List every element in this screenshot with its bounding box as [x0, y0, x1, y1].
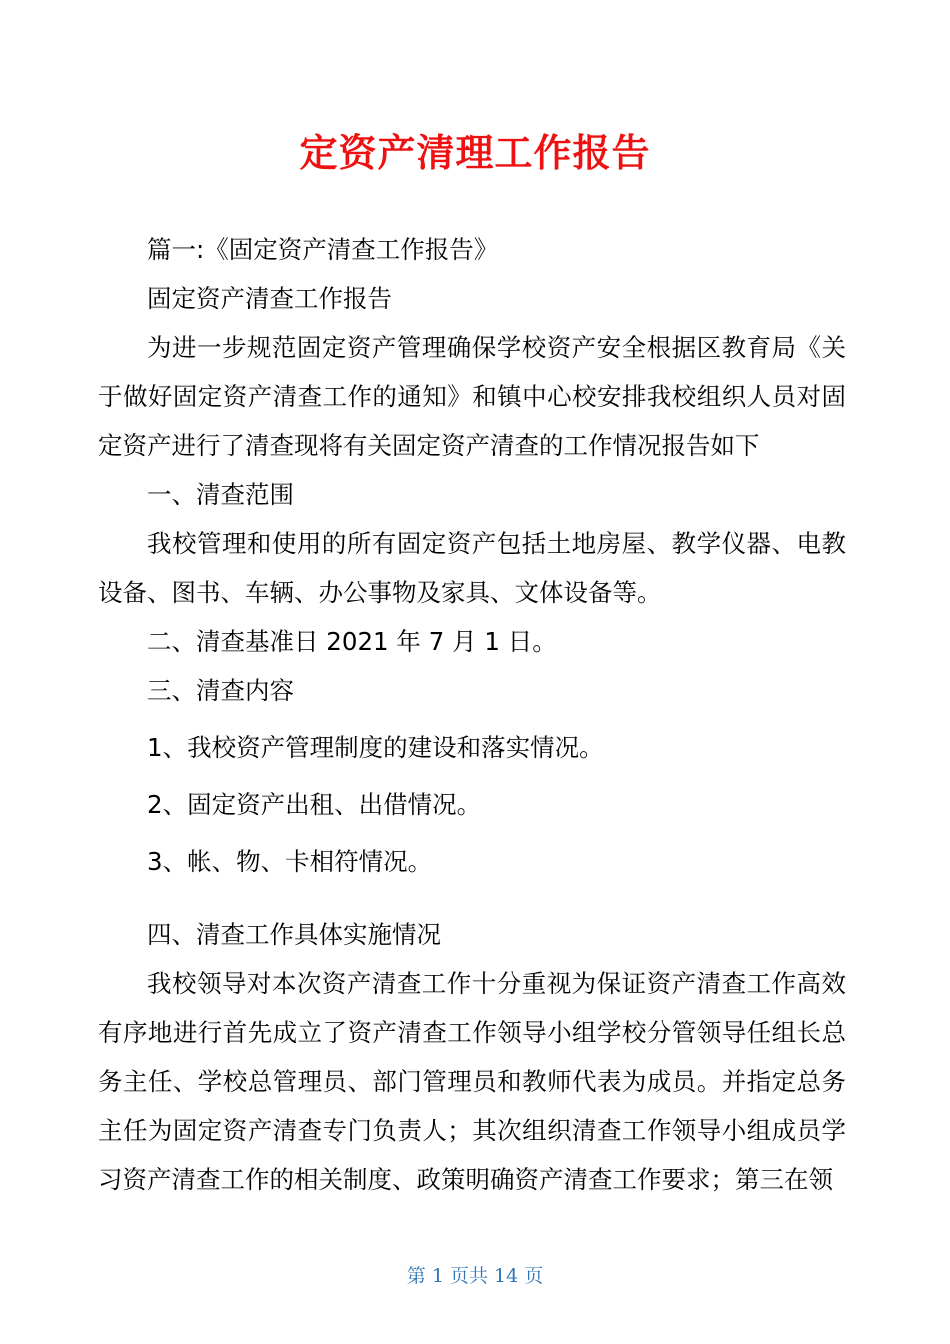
document-title: 定资产清理工作报告: [299, 131, 651, 176]
list-item-2: 2、固定资产出租、出借情况。: [147, 790, 482, 819]
section-heading-1: 一、清查范围: [147, 480, 294, 509]
section-heading-3: 三、清查内容: [147, 676, 294, 705]
section-heading-2: 二、清查基准日 2021 年 7 月 1 日。: [147, 627, 557, 656]
list-item-1: 1、我校资产管理制度的建设和落实情况。: [147, 733, 604, 762]
document-body: [98, 225, 846, 1204]
section-heading-4: 四、清查工作具体实施情况: [147, 920, 441, 949]
list-item-3: 3、帐、物、卡相符情况。: [147, 847, 433, 876]
page-number-footer: 第 1 页共 14 页: [406, 1265, 544, 1287]
paragraph-3: 为进一步规范固定资产管理确保学校资产安全根据区教育局《关于做好固定资产清查工作的通知》和镇中心校安排我校组织人员对固定资产进行了清查现将有关固定资产清查的工作情况报告如下: [98, 333, 846, 460]
paragraph-1: 篇一:《固定资产清查工作报告》: [147, 235, 499, 264]
paragraph-2: 固定资产清查工作报告: [147, 284, 392, 313]
paragraph-5: 我校管理和使用的所有固定资产包括土地房屋、教学仪器、电教设备、图书、车辆、办公事物及家具、文体设备等。: [98, 529, 846, 607]
paragraph-12: 我校领导对本次资产清查工作十分重视为保证资产清查工作高效有序地进行首先成立了资产清查工作领导小组学校分管领导任组长总务主任、学校总管理员、部门管理员和教师代表为成员。并指定总务主任为固定资产清查专门负责人；其次组织清查工作领导小组成员学习资产清查工作的相关制度、政策明确资产清查工作要求；第三在领: [98, 969, 846, 1194]
